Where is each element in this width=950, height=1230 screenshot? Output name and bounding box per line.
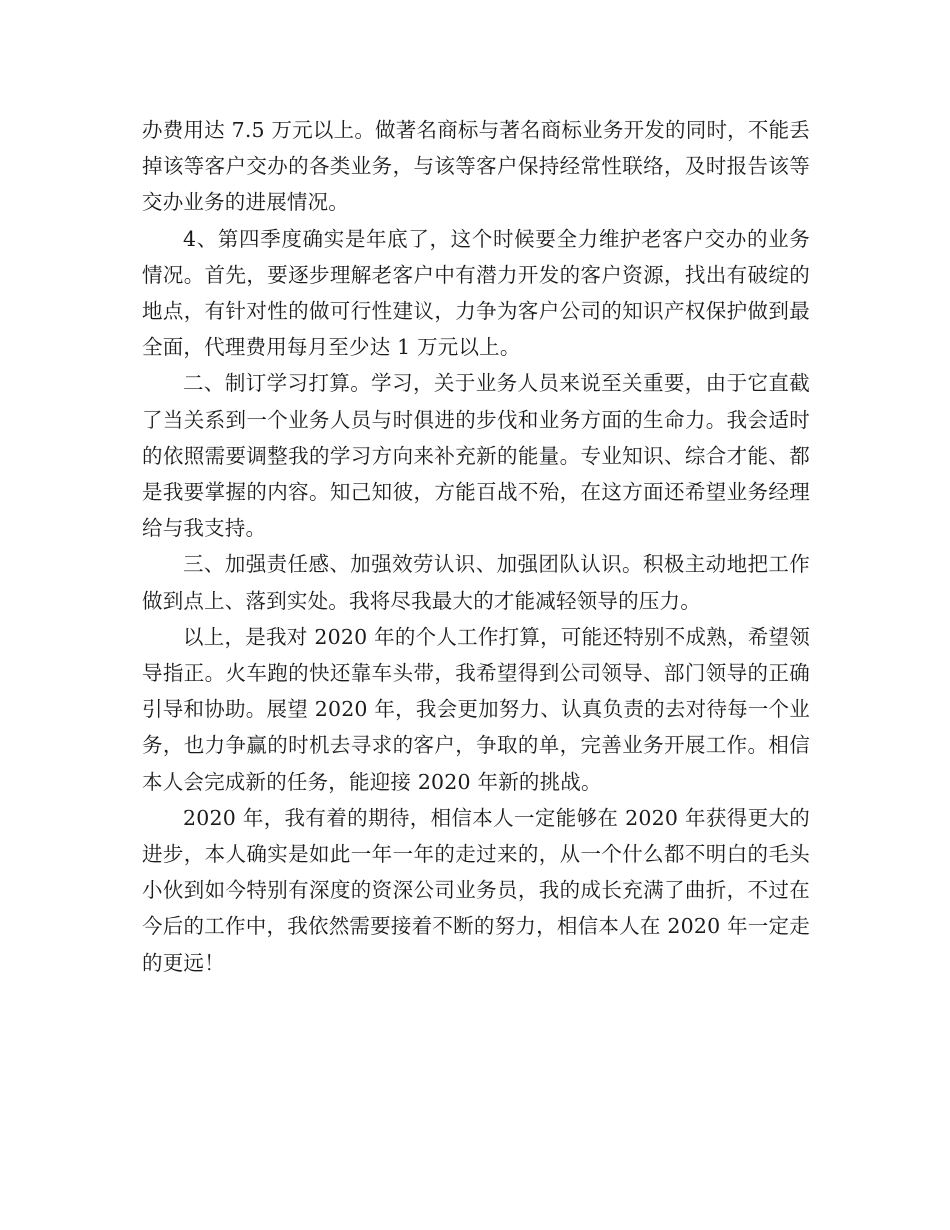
paragraph-fourth-quarter: 4、第四季度确实是年底了，这个时候要全力维护老客户交办的业务情况。首先，要逐步理解老客户中有潜力开发的客户资源，找出有破绽的地点，有针对性的做可行性建议，力争为客户公司的知识产权保护做到最全面，代理费用每月至少达 1 万元以上。 bbox=[142, 226, 810, 360]
paragraph-outlook: 2020 年，我有着的期待，相信本人一定能够在 2020 年获得更大的进步，本人确实是如此一年一年的走过来的，从一个什么都不明白的毛头小伙到如今特别有深度的资深公司业务员，我的成长充满了曲折，不过在今后的工作中，我依然需要接着不断的努力，相信本人在 2020 年一定走的更远！ bbox=[142, 805, 810, 975]
paragraph-summary: 以上，是我对 2020 年的个人工作打算，可能还特别不成熟，希望领导指正。火车跑的快还靠车头带，我希望得到公司领导、部门领导的正确引导和协助。展望 2020 年，我会更加努力、认真负责的去对待每一个业务，也力争赢的时机去寻求的客户，争取的单，完善业务开展工作。相信本人会完成新的任务，能迎接 2020 年新的挑战。 bbox=[142, 624, 810, 794]
paragraph-continuation: 办费用达 7.5 万元以上。做著名商标与著名商标业务开发的同时，不能丢掉该等客户交办的各类业务，与该等客户保持经常性联络，及时报告该等交办业务的进展情况。 bbox=[142, 118, 810, 215]
paragraph-study-plan: 二、制订学习打算。学习，关于业务人员来说至关重要，由于它直截了当关系到一个业务人员与时俱进的步伐和业务方面的生命力。我会适时的依照需要调整我的学习方向来补充新的能量。专业知识、综合才能、都是我要掌握的内容。知己知彼，方能百战不殆，在这方面还希望业务经理给与我支持。 bbox=[142, 371, 810, 541]
paragraph-responsibility: 三、加强责任感、加强效劳认识、加强团队认识。积极主动地把工作做到点上、落到实处。我将尽我最大的才能减轻领导的压力。 bbox=[142, 552, 810, 613]
document-body bbox=[142, 112, 810, 981]
